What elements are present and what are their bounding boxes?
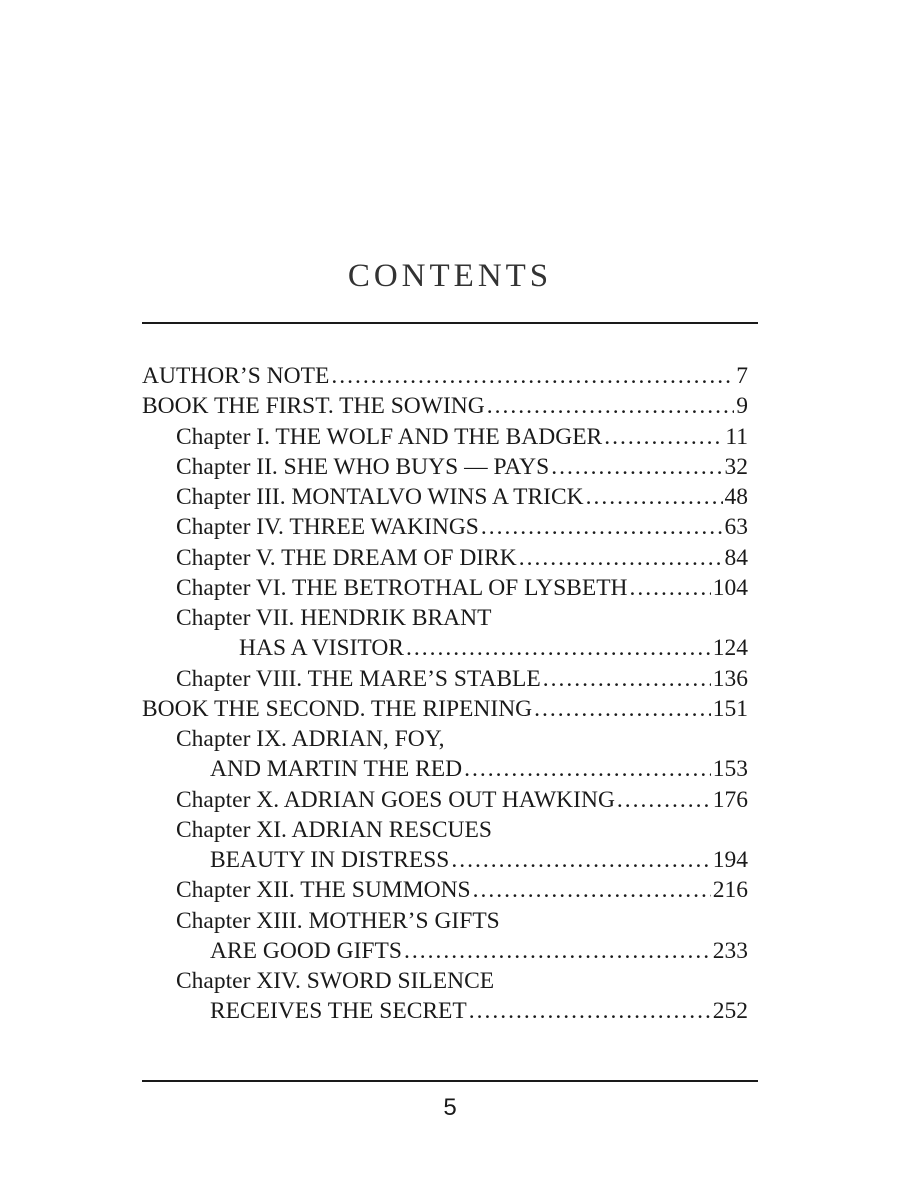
toc-entry-label: BEAUTY IN DISTRESS: [210, 847, 450, 873]
toc-entry-label: Chapter XI. ADRIAN RESCUES: [176, 816, 492, 843]
toc-entry-label: Chapter II. SHE WHO BUYS — PAYS: [176, 453, 550, 480]
dot-leader: [630, 573, 711, 603]
toc-entry-heading: [142, 603, 748, 633]
page-number: 5: [443, 1094, 457, 1121]
toc-entry-heading: [142, 966, 748, 996]
toc-entry-label: AUTHOR’S NOTE: [142, 363, 330, 389]
dot-leader: [617, 785, 711, 815]
toc-entry: [142, 361, 748, 391]
dot-leader: [331, 361, 734, 391]
toc-entry: [142, 573, 748, 603]
page-title: CONTENTS: [347, 258, 553, 294]
toc-entry-label: Chapter XIV. SWORD SILENCE: [176, 968, 495, 994]
toc-entry-heading: [142, 815, 748, 845]
toc-entry-label: Chapter VIII. THE MARE’S STABLE: [176, 665, 541, 692]
toc-entry: [142, 543, 748, 573]
toc-entry-continuation: [142, 754, 748, 784]
toc-entry-page: 176: [712, 786, 748, 813]
table-of-contents: [142, 361, 748, 1027]
dot-leader: [534, 694, 711, 724]
toc-entry-page: 153: [712, 756, 748, 783]
toc-entry-label: Chapter XII. THE SUMMONS: [176, 877, 471, 904]
dot-leader: [543, 664, 711, 694]
dot-leader: [406, 633, 711, 663]
toc-entry: [142, 391, 748, 421]
toc-entry-page: 216: [712, 877, 748, 904]
dot-leader: [551, 452, 722, 482]
toc-entry-label: Chapter V. THE DREAM OF DIRK: [176, 544, 517, 571]
toc-entry: [142, 512, 748, 542]
dot-leader: [481, 512, 723, 542]
toc-entry-label: Chapter I. THE WOLF AND THE BADGER: [176, 423, 603, 450]
toc-entry-page: 252: [712, 998, 748, 1025]
toc-entry-label: RECEIVES THE SECRET: [210, 998, 467, 1025]
dot-leader: [604, 422, 723, 452]
toc-entry: [142, 482, 748, 512]
toc-entry-label: Chapter VII. HENDRIK BRANT: [176, 605, 492, 631]
toc-entry: [142, 664, 748, 694]
dot-leader: [404, 936, 711, 966]
toc-entry-label: HAS A VISITOR: [239, 635, 404, 662]
toc-entry-label: BOOK THE FIRST. THE SOWING: [142, 393, 485, 420]
toc-entry-page: 7: [736, 363, 748, 389]
toc-entry-heading: [142, 724, 748, 754]
toc-entry-page: 32: [724, 453, 748, 480]
toc-entry-continuation: [142, 996, 748, 1026]
dot-leader: [451, 845, 710, 875]
toc-entry-label: ARE GOOD GIFTS: [210, 937, 402, 964]
toc-entry-page: 233: [712, 937, 748, 964]
toc-entry-continuation: [142, 936, 748, 966]
toc-entry-page: 48: [724, 484, 748, 510]
toc-entry-page: 194: [712, 847, 748, 873]
toc-entry-label: Chapter XIII. MOTHER’S GIFTS: [176, 907, 500, 934]
toc-entry-page: 151: [712, 695, 748, 722]
toc-entry-page: 84: [724, 544, 748, 571]
toc-entry-label: AND MARTIN THE RED: [210, 756, 463, 783]
toc-entry: [142, 452, 748, 482]
toc-entry-label: Chapter X. ADRIAN GOES OUT HAWKING: [176, 786, 615, 813]
dot-leader: [469, 996, 711, 1026]
toc-entry-label: Chapter III. MONTALVO WINS A TRICK: [176, 484, 584, 510]
top-divider: [142, 322, 758, 324]
toc-entry: [142, 694, 748, 724]
toc-entry: [142, 422, 748, 452]
dot-leader: [473, 875, 711, 905]
toc-entry-continuation: [142, 845, 748, 875]
toc-entry-label: Chapter VI. THE BETROTHAL OF LYSBETH: [176, 574, 628, 601]
toc-entry-label: Chapter IV. THREE WAKINGS: [176, 514, 479, 541]
dot-leader: [519, 543, 723, 573]
toc-entry-page: 11: [725, 423, 748, 450]
toc-entry-page: 9: [736, 393, 748, 420]
bottom-divider: [142, 1080, 758, 1082]
dot-leader: [487, 391, 735, 421]
toc-entry: [142, 875, 748, 905]
toc-entry: [142, 785, 748, 815]
toc-entry-page: 104: [712, 574, 748, 601]
toc-entry-page: 136: [712, 665, 748, 692]
toc-entry-continuation: [142, 633, 748, 663]
toc-entry-page: 63: [724, 514, 748, 541]
toc-entry-label: BOOK THE SECOND. THE RIPENING: [142, 695, 533, 722]
toc-entry-heading: [142, 906, 748, 936]
toc-entry-label: Chapter IX. ADRIAN, FOY,: [176, 726, 445, 752]
dot-leader: [586, 482, 723, 512]
dot-leader: [464, 754, 711, 784]
toc-entry-page: 124: [712, 635, 748, 662]
